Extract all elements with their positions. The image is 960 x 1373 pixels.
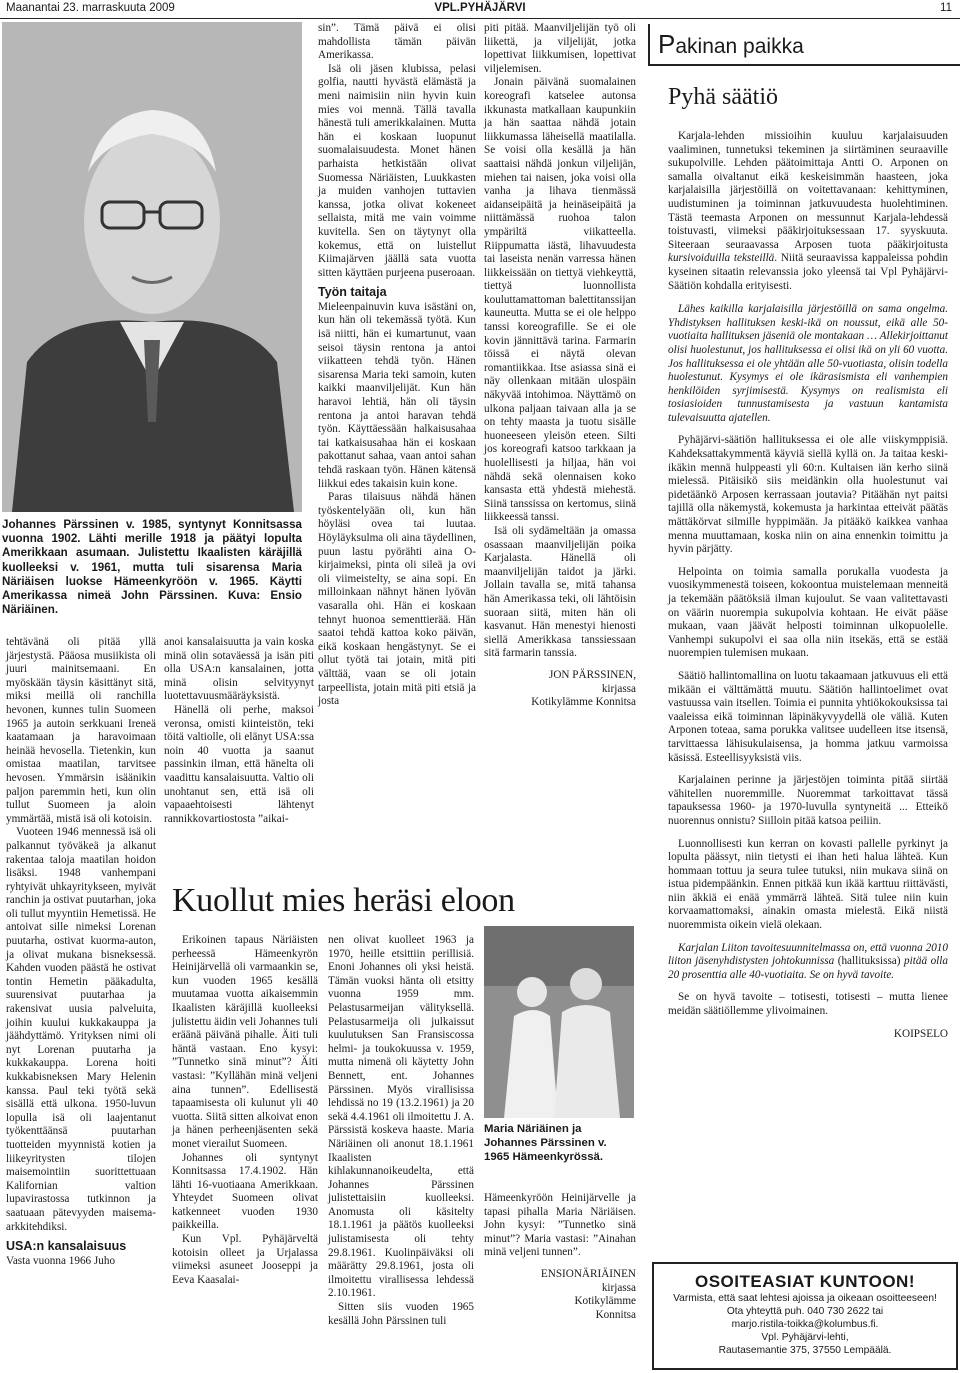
paragraph: Vuoteen 1946 mennessä isä oli palkannut työväkeä ja alkanut rakentaa taloja maatilan hoidon lisäksi. 1948 vanhempani ryhtyivät uhkayritykseen, myivät ranchin ja ostivat puutarhan, joka oli tullut myyntiin Hemetissä. He antoivat sille nimeksi Lorenan puutarha, ostivat kuorma-auton, ja olivat mukana bisneksessä. Kahden vuoden päästä he ostivat tontin Hemetin pääkadulta, suurensivat puutarhaa ja rakensivat uusia palveluita, joihin kuului kukkakauppa ja jäähdyttämö. Yrityksen nimi oli nyt Lorenan puutarha ja kukkakauppa. Lorena hoiti kukkabisneksen Mary Helenin kanssa. Paul teki työtä sekä sisällä että ulkona. 1950-luvun lopulla isä oli laajentanut työkenttäänsä puutarhan tuotteiden myynnistä kotien ja liikeyritysten tilojen maisemointiin suorittettuaan Kalifornian valtion lupavirastossa tutkinnon ja saatuaan pätevyyden maisema-arkkitehdiksi. [6,826,156,1233]
author-name: JON PÄRSSINEN, [548,668,636,681]
article2-column-1 [172,934,318,1287]
article2-column-2 [328,934,474,1328]
paragraph: sin”. Tämä päivä ei olisi mahdollista tämän päivän Amerikassa. [318,22,476,62]
paragraph: Jonain päivänä suomalainen koreografi katselee autonsa ikkunasta matkallaan kaupunkiin ja hän saattaa nähdä jotain liikkumassa läheisellä maatilalla. Se voisi olla kesällä ja hän saattaisi nähdä jonkun viljelijän, miehen tai naisen, joka voisi olla vanha ja lihava tienmässä aidanseipäitä ja heinäseipäitä ja niittämässä ruohoa talon ympäriltä viikatteella. Riippumatta iästä, lihavuudesta tai laseista nenän varressa hänen liikkeissään on tiettyä viehkeyttä, tiettyä luonnollista kouluttamattoman balettitanssijan kauneutta. Mutta se ei ole helppo tanssi koreografille. Se ei ole kovin jännittävä tarina. Farmarin töissä ei näytä olevan romantiikkaa. Itse asiassa sinä ei näy ollenkaan mitään ulospäin näkyvää intohimoa. Näyttämö on ulkona paljaan taivaan alla ja se on tehty maasta ja tuotu sisälle huoneeseen yleisön eteen. Silti jos koreografi katsoo tarkkaan ja huolellisesti ja hiljaa, hän voi nähdä sekä olennaisen koko kansasta että yhdestä miehestä. Siinä tanssissa on kertomus, siinä liikkeessä tanssi. [484,76,636,524]
section-title [648,24,960,66]
paragraph: Luonnollisesti kun kerran on kovasti pallelle pyrkinyt ja lopulta päässyt, niin tietysti ei ihan heti halua lähteä. Kun hommaan tottuu ja seura tulee tutuksi, niin mukava siinä on istua pidempäänkin. Ennen pitkää kun ikää karttuu riittävästi, niin äkkiä ei enää ymmärrä lähteä. Sitä tulee niin kuin korvaamattomaksi, ainakin omasta mielestä. Eikä niistä nuoremmista oikein vielä olekaan. [668,837,948,932]
paragraph: nen olivat kuolleet 1963 ja 1970, heille etsittiin perillisiä. Enoni Johannes oli yksi heistä. Tämän vuoksi hänta oli etsitty vuonna 1959 mm. Pelastusarmeijan välityksellä. Pelastusarmeija oli julkaissut kuulutuksen San Fransiscossa helmi- ja toukokuussa v. 1959, mutta nimenä oli käytetty John Bennett, ent. Johannes Pärssinen. Myös virallisissa lehdissä no 19 (13.2.1961) ja 20 sekä 4.4.1961 oli ilmoitettu J. A. Pärssistä koskeva haaste. Maria Näriäinen oli anonut 18.1.1961 Ikaalisten kihlakunnanoikeudelta, että Johannes Pärssinen julistettaisiin kuolleeksi. Anomusta oli käsitelty 18.1.1961 ja päätös kuolleeksi julistamisesta oli tehty 29.8.1961. Kuolinpäiväksi oli määrätty 29.8.1961, josta oli ilmoitettu virallisessa lehdessä 2.10.1961. [328,934,474,1300]
source-book: Kotikylämme [574,1295,636,1308]
paragraph: Se on hyvä tavoite – totisesti, totisesti – mutta lienee meidän säätiöllemme ylivoimainen. [668,991,948,1018]
article-column-3 [318,22,476,709]
issue-date: Maanantai 23. marraskuuta 2009 [6,2,175,14]
source-label: kirjassa [601,682,636,695]
title-rest: akinan paikka [675,35,804,58]
paragraph: Paras tilaisuus nähdä hänen työskentelyään oli, kun hän höyläsi ovea tai luutaa. Höyläyksulma oli aina täydellinen, puun lastu pyörähti aina O-kirjaimeksi, pinta oli sileä ja ovi oli viimeistelty, se aina sopi. En milloinkaan nähnyt hänen lyövän vasaralla ohi. Hän ei koskaan tehnyt huonoa sementtierää. Hän saatoi tehdä kattoa koko päivän, eikä koskaan hengästynyt. Se ei ollut työtä tai jotain, mitä piti välttää, vaan se oli jotain tarpeellista, jotain mitä piti etsiä ja josta [318,491,476,708]
paragraph: anoi kansalaisuutta ja vain koska minä olin sotaväessä ja isän piti olla USA:n kansalainen, jotta minä olisin selvityynyt luotettavuusmääräyksistä. [164,636,314,703]
subheading: Työn taitaja [318,285,387,300]
notice-address: Rautasemantie 375, 37550 Lempäälä. [718,1345,892,1356]
opinion-column [668,130,948,1041]
article-headline: Kuollut mies heräsi eloon [172,882,515,919]
paragraph: tehtävänä oli pitää yllä järjestystä. Pääosa musiikista oli juuri mainitsemaani. En myöskään täysin käsittänyt sitä, miksi meillä oli ranchilla hevonen, kunnes tulin Suomeen 1965 ja autoin serkkuani Ireneä kaatamaan ja haravoimaan heinää hevosella. Tietenkin, kun omistaa maatilan, tarvitsee hevosen. Ymmärsin isäänikin paljon paremmin heti, kun olin tullut Suomeen ja aloin ymmärtää, mistä isä oli kotoisin. [6,636,156,825]
notice-line: Vpl. Pyhäjärvi-lehti, [761,1332,849,1343]
notice-email: marjo.ristila-toikka@kolumbus.fi. [731,1319,879,1330]
source-book-line2: Konnitsa [595,1308,636,1321]
paragraph: Isä oli jäsen klubissa, pelasi golfia, nautti hyvästä elämästä ja meni naimisiin niin hyvin kuin mies voi mennä. Tällä tavalla hänestä tuli amerikkalainen. Mutta hän ei koskaan luopunut suomalaisuudesta. Monet hänen parhaista hetkistään olivat Suomessa Näriäisten, Luukkasten ja muiden vanhojen tuttavien kanssa, jotka olivat kokeneet sellaista, mitä me vain voimme kuvitella. Sen on täytynyt olla kokemus, että on luistellut Kiimajärven jäällä sata vuotta sitten käyttäen purjeena puseroaan. [318,62,476,279]
column-title: Pyhä säätiö [668,84,778,110]
article-column-2 [164,636,314,826]
address-notice [652,1262,958,1370]
quote: Lähes kaikilla karjalaisilla järjestöillä on sama ongelma. Yhdistyksen hallituksen keski-ikä on noussut, eikä alle 50-vuotiaita hallituksen jäseniä ole montakaan … Allekirjoittanut olisi huolestunut, jos hallituksessa ei olisi ikä on yli 60 vuotta. Jos hallituksessa ei ole yhtään alle 50-vuotiasta, olisin todella huolestunut. Kysymys ei ole ikärasismista eli vanhempien henkilöiden syrjimisestä. Kysymys on realismista eli tosiasioiden tunnustamisesta ja vastuun kantamista tulevaisuutta ajatellen. [668,303,948,424]
paragraph: Sitten siis vuoden 1965 kesällä John Pärssinen tuli [328,1301,474,1327]
paragraph: Vasta vuonna 1966 Juho [6,1254,116,1267]
notice-line: Ota yhteyttä puh. 040 730 2622 tai [726,1306,884,1317]
source-label: kirjassa [601,1281,636,1294]
author-signature [484,1268,636,1322]
couple-caption: Maria Näriäinen ja Johannes Pärssinen v. 1965 Hämeenkyrössä. [484,1123,607,1163]
subheading: USA:n kansalaisuus [6,1239,127,1254]
paragraph: piti pitää. Maanviljelijän työ oli liikettä, ja viljelijät, jotka lopettivat liikkumisen, lopettivat viljelemisen. [484,22,636,75]
paragraph: Isä oli sydämeltään ja omassa osassaan maanviljelijän poika Karjalasta. Hänellä oli maanviljelijän taidot ja järki. Jollain tavalla se, mitä tahansa hän Amerikassa teki, oli lähtöisin suoraan siitä, miten hän oli kasvanut. Hän menestyi hienosti siellä Amerikkasa tanssiessaan sitä farmarin tanssia. [484,524,636,660]
paragraph: Erikoinen tapaus Näriäisten perheessä Hämeenkyrön Heinijärvellä oli varmaankin se, kun vuoden 1965 kesällä muutamaa vuotta aikaisemmin Ikaalisten käräjillä kuolleeksi julistettu äidin veli Johannes tuli eräänä päivänä pihalle. Äiti tuli häntä vastaan. Eno kysyi: ”Tunnetko sinä minut”? Äiti vastasi: ”Kyllähän minä veljeni aina tunnen”. Edellisestä tapaamisesta oli kulunut yli 40 vuotta. Siitä sitten alkoivat enon ja hänen perheenjäsenten sekä monet vierailut Suomeen. [172,934,318,1150]
source-book: Kotikylämme Konnitsa [531,696,636,709]
author-name: ENSIONÄRIÄINEN [540,1267,636,1280]
article-column-1 [6,636,156,1268]
paragraph: Karjalan Liiton tavoitesuunnitelmassa on, että vuonna 2010 liiton jäsenyhdistysten johtokunnissa (hallituksissa) pitää olla 20 prosenttia alle 40-vuotiaita. Se on hyvä tavoite. [668,941,948,981]
paragraph: Hämeenkyröön Heinijärvelle ja tapasi pihalla Maria Näriäisen. John kysyi: ”Tunnetko sinä minut”? Maria vastasi: ”Ainahan minä veljeni tunnen”. [484,1192,636,1259]
portrait-caption: Johannes Pärssinen v. 1985, syntynyt Konnitsassa vuonna 1902. Lähti merille 1918 ja päätyi lopulta Amerikkaan asumaan. Julistettu Ikaalisten käräjillä kuolleeksi v. 1961, mutta tuli sisarensa Maria Näriäisen luokse Hämeenkyröön v. 1965. Käytti Amerikassa nimeä John Pärssinen. Kuva: Ensio Näriäinen. [2,518,302,617]
paragraph: Johannes oli syntynyt Konnitsassa 17.4.1902. Hän lähti 16-vuotiaana Amerikkaan. Yhteydet Suomeen olivat katkenneet vuoden 1930 paikkeilla. [172,1151,318,1232]
portrait-photo [2,22,302,512]
paragraph: Karjalainen perinne ja järjestöjen toiminta pitää siirtää vähitellen nuoremmille. Nuoremmat tarkoittavat tässä tapauksessa 1960- ja 1970-luvulla syntyneitä ... Etteikö nuorennus onnistu? Siilloin pitää katsoa peiliin. [668,774,948,827]
paragraph: Pyhäjärvi-säätiön hallituksessa ei ole alle viiskymppisiä. Kahdeksattakymmentä käyviä siellä kyllä on. Ja taitaa keski-ikäkin mennä hulppeasti yli 60:n. Kultaisen iän kerho siinä mielessä. Pitäisikö siis meidänkin olla huolestunut vai pidetäänkö Arposen kerrassaan joutavia? Pitäähän nyt paitsi tajillä olla näkemystä, kokemusta ja harkintaa etteivät päätäs mättäkörvat silmille hyppimään. Ja pitääkö kaikkea vanhaa menna muuttamaan, koska niin on aina ennenkin toimittu ja hyvin pärjätty. [668,434,948,556]
author-signature: KOIPSELO [893,1027,948,1040]
notice-line: Varmista, että saat lehtesi ajoissa ja oikeaan osoitteeseen! [673,1293,937,1304]
title-initial: P [658,29,676,59]
article2-column-3 [484,1192,636,1322]
paragraph: Säätiö hallintomallina on luotu takaamaan jatkuvuus eli että mikään ei välttämättä muutu. Säätiön hallintoelimet ovat vastuussa vain itsellen. Toimia ei punnita yhtiökokouksissa tai vaaleissa eikä toiminnan läpinäkyvyydellä ole väliä. Kuten Arponen toteaa, sama porukka valitsee uudelleen itse itsensä, tarvittaessa lähisukulaisensa, ja homma jatkuu varmoissa käsissä. Esteellisyyksistä viis. [668,669,948,764]
paragraph: Helpointa on toimia samalla porukalla vuodesta ja vuosikymmenestä toiseen, kokoontua muistelemaan menneitä ja tekemään päätöksiä ilman kujoulut. Se vaan valitettavasti on väärin nuorempia sukupolvia kohtaan. He eivät pääse mukaan, vaan jäävät helposti toiminnan ulkopuolelle. Vanhempi sukupolvi ei saa olla niin itsekäs, että se estää nuorempien tulemisen mukaan. [668,565,948,660]
author-signature [484,669,636,710]
paragraph: Mieleenpainuvin kuva isästäni on, kun hän oli tekemässä työtä. Kun isä niitti, hän ei kumartunut, vaan seisoi täysin rentona ja antoi viikatteen tehdä työn. Hänen sisarensa Maria teki samoin, kuten kaikki maanviljelijät. Kun hän haravoi lehtiä, hän oli täysin rentona ja antoi haravan tehdä työn. Käyttäessään halkaisusahaa tai katkaisusahaa hän ei koskaan pakottanut sahaa, vaan antoi sahan tehdä raskaan työn. Hänen kätensä liikkui edes takaisin kuin kone. [318,300,476,490]
portrait-illustration [2,22,302,512]
page-number: 11 [940,2,952,14]
paragraph: Kun Vpl. Pyhäjärveltä kotoisin olleet ja Urjalassa viimeksi asuneet Jooseppi ja Eeva Kaasalai- [172,1233,318,1286]
paragraph: Karjala-lehden missioihin kuuluu karjalaisuuden vaaliminen, tunnetuksi tekeminen ja siirtäminen seuraaville sukupolville. Lehden päätoimittaja Antti O. Arponen on samalla oivaltanut eikä keskeisimmän haasteen, joka karjalaisilla järjestöillä on voitettavanaan: kehittyminen, uudistuminen ja toiminnan jatkuvuudesta huolehtiminen. Tästä teemasta Arponen on messunnut Karjala-lehdessä toistuvasti, viimeksi pääkirjoituksessaan 17. syyskuuta. Siteeraan seuraavassa Arposen tuota pääkirjoitusta kursivoiduilla teksteillä. Niitä seuraavissa kappaleissa pohdin kyseinen sitaatin relevanssia joko yleensä tai Vpl Pyhäjärvi-Säätiön kohdalla erityisesti. [668,130,948,292]
article-column-4 [484,22,636,710]
page-header [0,0,960,19]
couple-illustration [484,926,634,1118]
couple-photo [484,926,634,1118]
notice-title: OSOITEASIAT KUNTOON! [695,1272,915,1291]
paragraph: Hänellä oli perhe, maksoi veronsa, omisti kiinteistön, teki töitä valtiolle, oli elänyt USA:ssa noin 40 vuotta ja saanut passinkin ilman, että hänelta oli vaadittu kansalaisuutta. Valtio oli unohtanut sen, että isä oli vapaaehtoisesti lähtenyt rannikkovartiostosta ”aikai- [164,703,314,825]
newspaper-name: VPL.PYHÄJÄRVI [434,2,526,14]
